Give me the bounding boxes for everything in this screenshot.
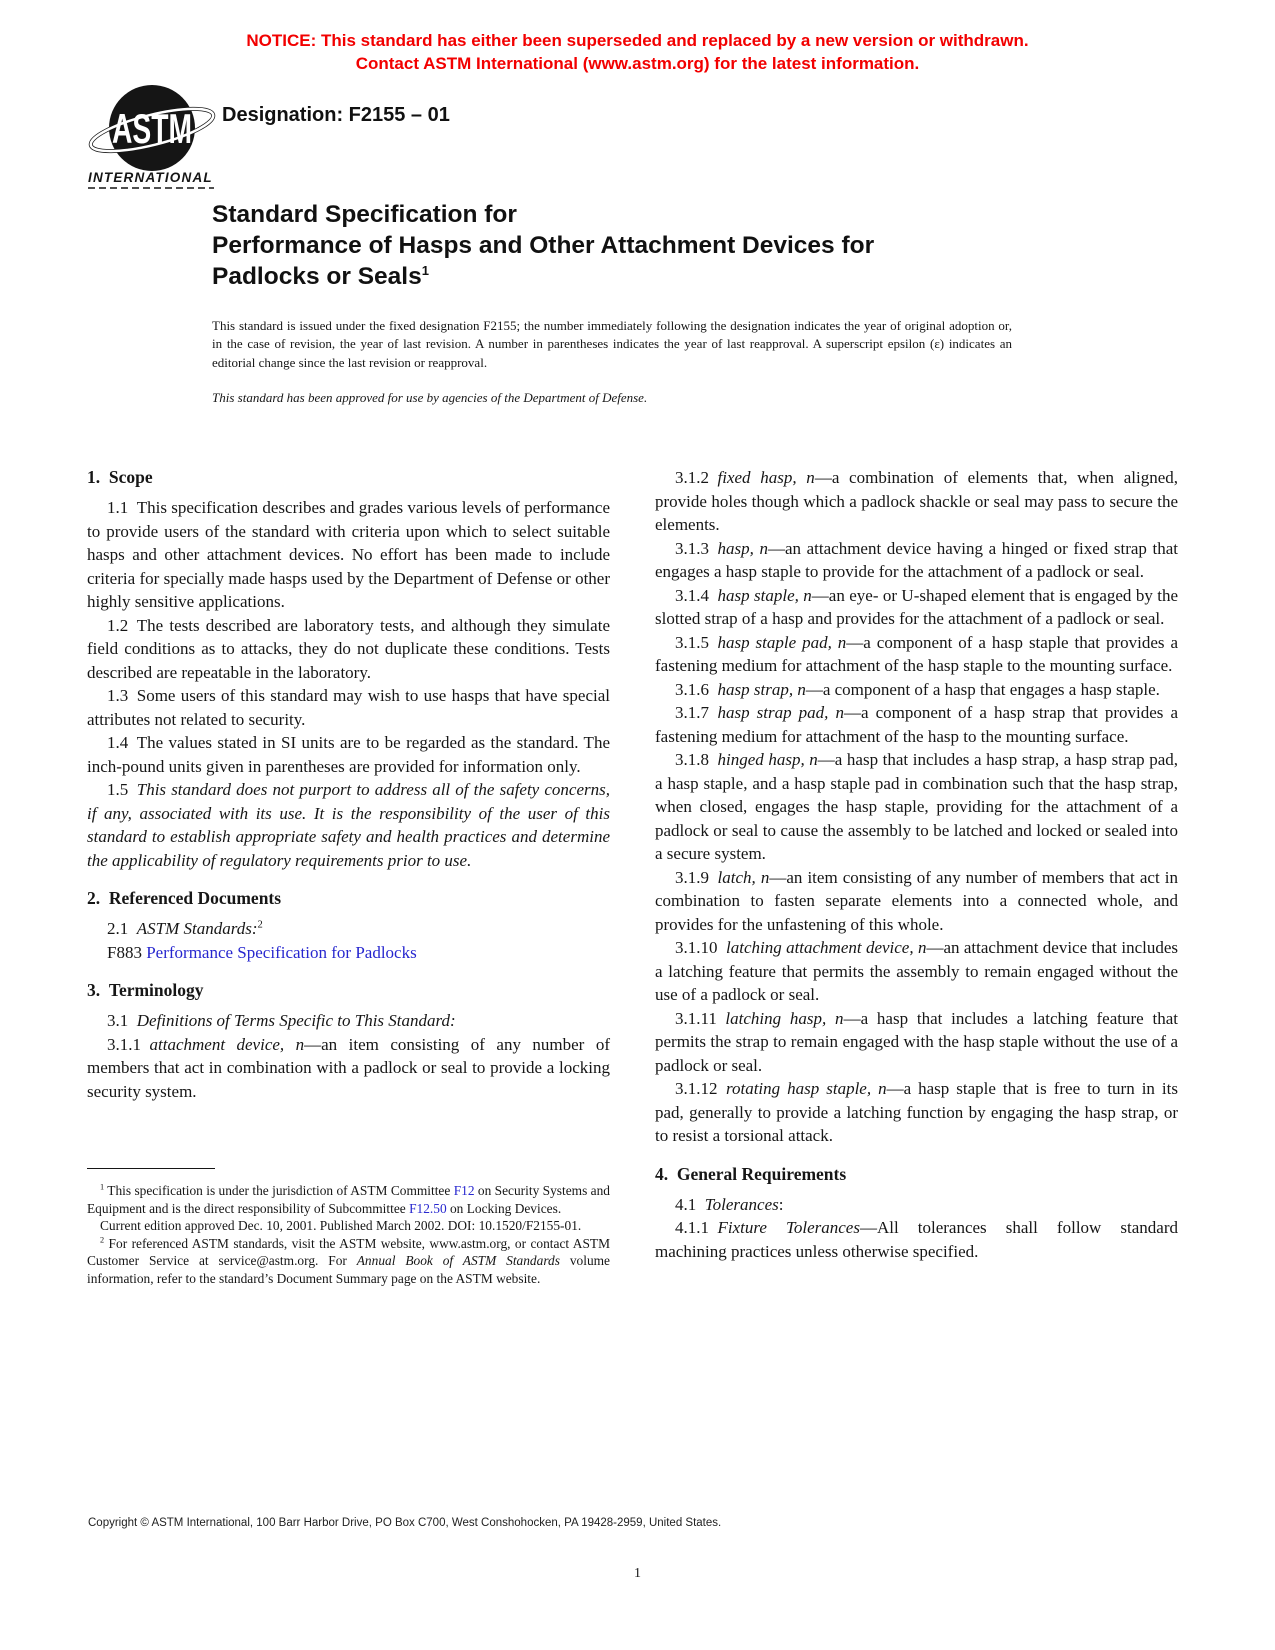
paragraph: 3.1.11 latching hasp, n—a hasp that includes a latching feature that permits the strap to remain engaged with the hasp staple without the use of a padlock or seal. (655, 1008, 1178, 1075)
paragraph: 3.1.4 hasp staple, n—an eye- or U-shaped element that is engaged by the slotted strap of a hasp and provides for the attachment of a padlock or seal. (655, 585, 1178, 628)
paragraph: 1.4 The values stated in SI units are to be regarded as the standard. The inch-pound units given in parentheses are provided for information only. (87, 733, 610, 776)
title-footnote-ref: 1 (421, 262, 429, 278)
issuance-note: This standard is issued under the fixed designation F2155; the number immediately following the designation indicates the year of original adoption or, in the case of revision, the year of last revision. A number in parentheses indicates the year of last reapproval. A superscript epsilon (ε) indicates an editorial change since the last revision or reapproval. (212, 318, 1012, 370)
copyright-line: Copyright © ASTM International, 100 Barr Harbor Drive, PO Box C700, West Conshohocken, PA 19428-2959, United States. (88, 1517, 722, 1529)
section-heading: 4. General Requirements (655, 1163, 847, 1184)
paragraph: 3.1.6 hasp strap, n—a component of a hasp that engages a hasp staple. (675, 679, 1160, 699)
section-heading: 1. Scope (87, 467, 153, 487)
title-line-3 (212, 261, 1032, 292)
astm-logo-subtitle: INTERNATIONAL (88, 170, 213, 185)
reference-link[interactable]: F12.50 (409, 1200, 447, 1216)
paragraph: 3.1.10 latching attachment device, n—an attachment device that includes a latching feature that permits the assembly to remain engaged without the use of a padlock or seal. (655, 938, 1178, 1004)
right-column (655, 466, 1178, 1288)
left-column (87, 466, 610, 1288)
title-line-3-text: Padlocks or Seals (212, 263, 422, 290)
right-column-content (655, 466, 1178, 1263)
section-heading: 3. Terminology (87, 980, 204, 1000)
footnote-divider (87, 1168, 215, 1169)
reference-link[interactable]: F12 (453, 1183, 475, 1198)
paragraph: 1.3 Some users of this standard may wish to use hasps that have special attributes not related to security. (87, 686, 610, 729)
page-number: 1 (634, 1566, 641, 1581)
astm-logo (84, 80, 220, 190)
paragraph: 3.1.5 hasp staple pad, n—a component of a hasp staple that provides a fastening medium for attachment of the hasp staple to the mounting surface. (655, 632, 1178, 675)
paragraph: 3.1.12 rotating hasp staple, n—a hasp staple that is free to turn in its pad, generally to provide a latching function by engaging the hasp strap, or to resist a torsional attack. (655, 1079, 1178, 1145)
paragraph: 3.1.9 latch, n—an item consisting of any number of members that act in combination to fasten separate elements into a connected whole, and provides for the unfastening of this whole. (655, 867, 1178, 934)
paragraph: 4.1.1 Fixture Tolerances—All tolerances shall follow standard machining practices unless otherwise specified. (655, 1218, 1178, 1261)
paragraph: 3.1.2 fixed hasp, n—a combination of elements that, when aligned, provide holes though which a padlock shackle or seal may pass to secure the elements. (655, 468, 1178, 534)
astm-logo-graphic (84, 80, 220, 190)
footnotes (87, 1182, 610, 1288)
reference-link[interactable]: Performance Specification for Padlocks (146, 942, 417, 962)
notice-line: Contact ASTM International (www.astm.org) for the latest information. (355, 53, 920, 73)
document-title (212, 199, 1032, 292)
paragraph: $^2$ For referenced ASTM standards, visit the ASTM website, www.astm.org, or contact ASTM Customer Service at service@astm.org. For Annual Book of ASTM Standards volume information, refer to the standard’s Document Summary page on the ASTM website. (87, 1235, 611, 1286)
astm-logo-acronym: ASTM (112, 105, 192, 152)
designation: Designation: F2155 – 01 (222, 104, 450, 126)
paragraph: F883 Performance Specification for Padlocks (107, 942, 417, 962)
paragraph: 4.1 Tolerances: (675, 1194, 784, 1214)
body-columns (87, 466, 1178, 1288)
paragraph: 3.1 Definitions of Terms Specific to This Standard: (107, 1011, 456, 1030)
paragraph: 3.1.1 attachment device, n—an item consisting of any number of members that act in combination with a padlock or seal to provide a locking security system. (87, 1034, 610, 1101)
dod-approval-note: This standard has been approved for use by agencies of the Department of Defense. (212, 390, 648, 405)
paragraph: 3.1.7 hasp strap pad, n—a component of a hasp strap that provides a fastening medium for attachment of the hasp to the mounting surface. (655, 703, 1178, 746)
paragraph: 1.1 This specification describes and grades various levels of performance to provide users of the standard with criteria upon which to select suitable hasps and other attachment devices. No effort has been made to include criteria for specially made hasps used by the Department of Defense or other highly sensitive applications. (87, 498, 610, 611)
paragraph: Current edition approved Dec. 10, 2001. Published March 2002. DOI: 10.1520/F2155-01. (100, 1218, 582, 1234)
title-line-1: Standard Specification for (212, 201, 517, 228)
paragraph: 1.5 This standard does not purport to address all of the safety concerns, if any, associated with its use. It is the responsibility of the user of this standard to establish appropriate safety and health practices and determine the applicability of regulatory requirements prior to use. (87, 780, 610, 870)
section-heading: 2. Referenced Documents (87, 888, 282, 908)
paragraph: $^1$ This specification is under the jurisdiction of ASTM Committee F12 on Security Systems and Equipment and is the direct responsibility of Subcommittee F12.50 on Locking Devices. (87, 1182, 610, 1216)
paragraph: 1.2 The tests described are laboratory tests, and although they simulate field conditions as to attacks, they do not duplicate these conditions. Tests described are repeatable in the laboratory. (87, 615, 610, 682)
superseded-notice (0, 30, 1275, 75)
paragraph: 2.1 ASTM Standards:$^2$ (107, 919, 263, 938)
left-column-content (87, 466, 610, 1103)
paragraph: 3.1.8 hinged hasp, n—a hasp that includes a hasp strap, a hasp strap pad, a hasp staple, and a hasp staple pad in combination such that the hasp strap, when closed, engages the hasp staple, providing for the attachment of a padlock or seal to cause the assembly to be latched and locked or sealed into a secure system. (655, 750, 1178, 863)
paragraph: 3.1.3 hasp, n—an attachment device having a hinged or fixed strap that engages a hasp staple to provide for the attachment of a padlock or seal. (655, 538, 1178, 581)
notice-line: NOTICE: This standard has either been superseded and replaced by a new version or withdrawn. (246, 31, 1029, 50)
title-line-2: Performance of Hasps and Other Attachment Devices for (212, 232, 875, 259)
